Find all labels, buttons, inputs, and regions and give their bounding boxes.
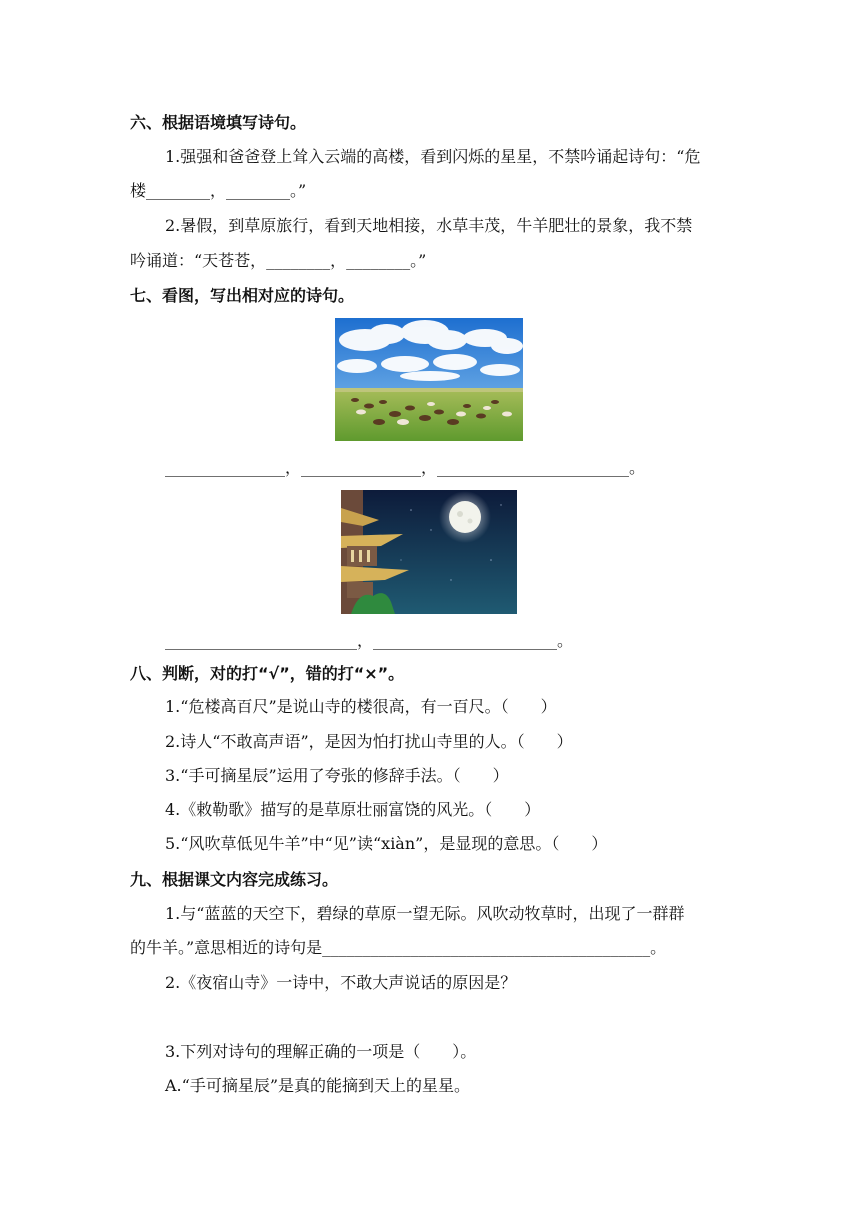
section-8-heading: 八、判断，对的打“√”，错的打“×”。	[130, 664, 405, 683]
judgement-item-4[interactable]: 4.《敕勒歌》描写的是草原壮丽富饶的风光。（ ）	[165, 800, 541, 819]
judgement-item-1[interactable]: 1.“危楼高百尺”是说山寺的楼很高，有一百尺。（ ）	[165, 697, 557, 716]
section-9-question-2: 2.《夜宿山寺》一诗中，不敢大声说话的原因是？	[165, 973, 517, 992]
section-7-answer-blank-2[interactable]: ________________________，_______________________。	[165, 631, 574, 650]
section-7-heading: 七、看图，写出相对应的诗句。	[130, 286, 355, 305]
judgement-item-2[interactable]: 2.诗人“不敢高声语”，是因为怕打扰山寺里的人。（ ）	[165, 732, 573, 751]
section-6-question-2-line-2: 吟诵道：“天苍苍，________，________。”	[130, 251, 427, 270]
moon-tower-night-image	[341, 490, 517, 614]
grassland-cattle-image	[335, 318, 523, 441]
judgement-item-3[interactable]: 3.“手可摘星辰”运用了夸张的修辞手法。（ ）	[165, 766, 509, 785]
section-9-question-1-line-2[interactable]: 的牛羊。”意思相近的诗句是_________________________________________。	[130, 938, 667, 957]
judgement-item-5[interactable]: 5.“风吹草低见牛羊”中“见”读“xiàn”，是显现的意思。（ ）	[165, 834, 608, 853]
section-6-question-1-line-1: 1.强强和爸爸登上耸入云端的高楼，看到闪烁的星星，不禁吟诵起诗句：“危	[165, 147, 701, 166]
section-6-question-1-line-2: 楼________，________。”	[130, 181, 307, 200]
section-9-heading: 九、根据课文内容完成练习。	[130, 870, 339, 889]
section-7-answer-blank-1[interactable]: _______________，_______________，________________________。	[165, 458, 646, 477]
section-9-question-1-line-1: 1.与“蓝蓝的天空下，碧绿的草原一望无际。风吹动牧草时，出现了一群群	[165, 904, 685, 923]
section-9-option-a[interactable]: A.“手可摘星辰”是真的能摘到天上的星星。	[165, 1076, 471, 1095]
section-6-question-2-line-1: 2.暑假，到草原旅行，看到天地相接，水草丰茂，牛羊肥壮的景象，我不禁	[165, 216, 693, 235]
section-6-heading: 六、根据语境填写诗句。	[130, 113, 307, 132]
section-9-question-3[interactable]: 3.下列对诗句的理解正确的一项是（ ）。	[165, 1042, 477, 1061]
